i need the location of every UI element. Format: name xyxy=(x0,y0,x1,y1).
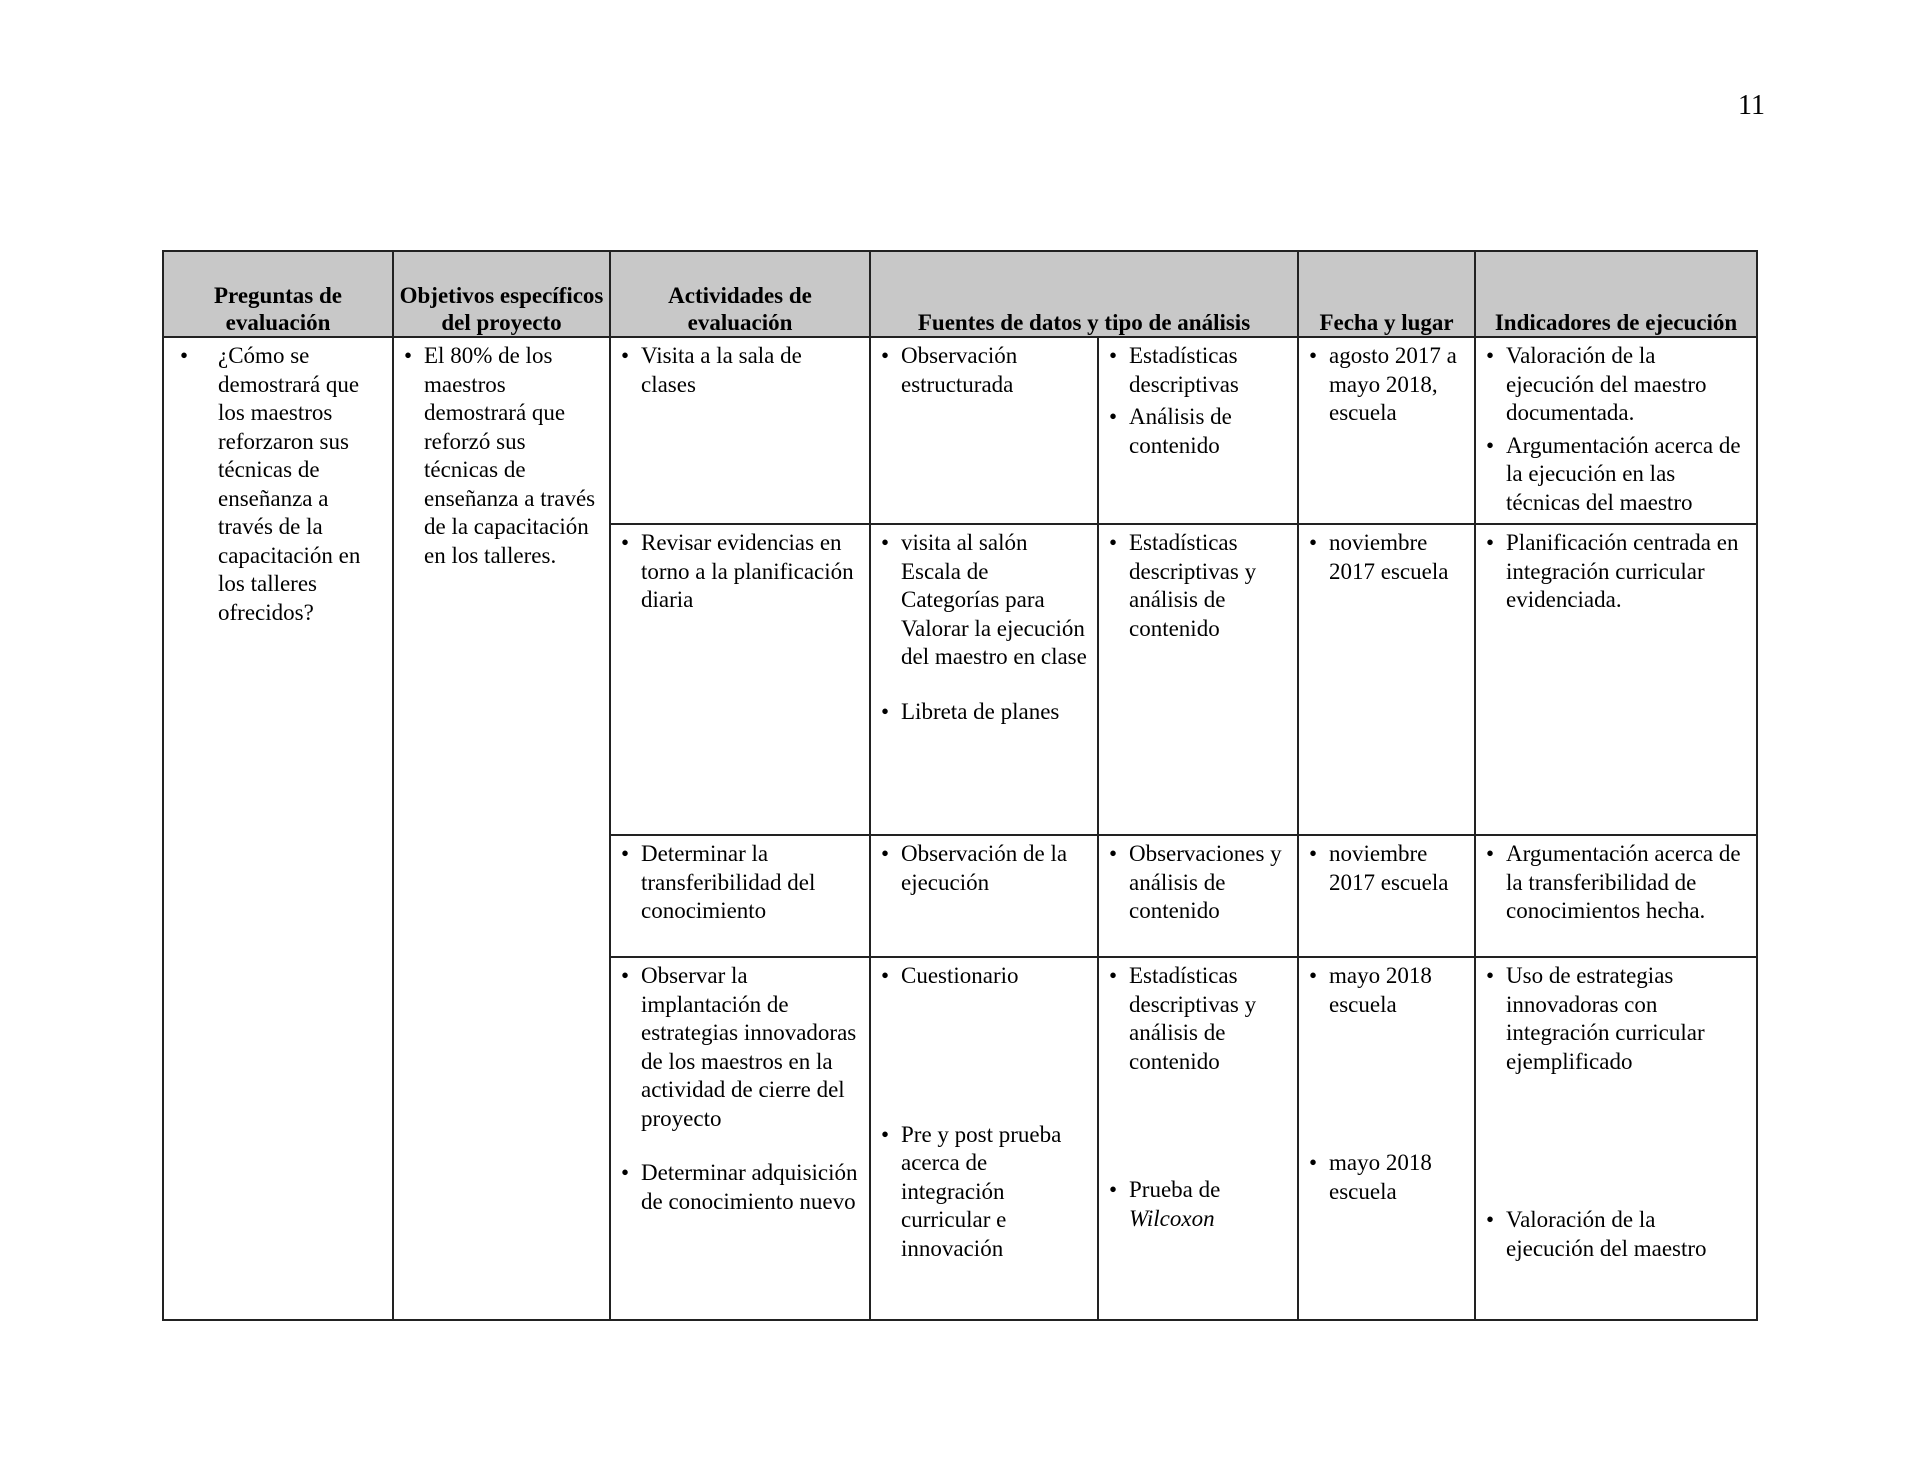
list-item: • Uso de estrategias innovadoras con integración curricular ejemplificado xyxy=(1484,962,1748,1076)
list-item: • Revisar evidencias en torno a la planificación diaria xyxy=(619,529,861,615)
list-item: • Observaciones y análisis de contenido xyxy=(1107,840,1289,926)
list-item: • Observación estructurada xyxy=(879,342,1089,399)
list-item: • Visita a la sala de clases xyxy=(619,342,861,399)
list-item: • Determinar la transferibilidad del conocimiento xyxy=(619,840,861,926)
pregunta-cell xyxy=(163,337,393,1320)
analisis-cell xyxy=(1098,957,1298,1320)
actividad-cell xyxy=(610,337,870,524)
actividad-cell xyxy=(610,957,870,1320)
list-item: • Valoración de la ejecución del maestro xyxy=(1484,1206,1748,1263)
header-row xyxy=(163,251,1757,337)
actividad-cell xyxy=(610,835,870,957)
fuente-cell xyxy=(870,835,1098,957)
list-item: • Planificación centrada en integración curricular evidenciada. xyxy=(1484,529,1748,615)
objetivo-cell xyxy=(393,337,610,1320)
header-indicadores: Indicadores de ejecución xyxy=(1475,251,1757,337)
objetivo-text: • El 80% de los maestros demostrará que reforzó sus técnicas de enseñanza a través de la capacitación en los talleres. xyxy=(402,342,601,570)
list-item: • Estadísticas descriptivas y análisis de contenido xyxy=(1107,962,1289,1076)
list-item: • noviembre 2017 escuela xyxy=(1307,529,1466,586)
analisis-cell xyxy=(1098,835,1298,957)
header-preguntas: Preguntas de evaluación xyxy=(163,251,393,337)
list-item: • Estadísticas descriptivas y análisis de contenido xyxy=(1107,529,1289,643)
list-item: • Argumentación acerca de la ejecución en las técnicas del maestro xyxy=(1484,432,1748,518)
analisis-cell xyxy=(1098,337,1298,524)
prueba-prefix: Prueba de xyxy=(1129,1177,1221,1202)
fuente-cell xyxy=(870,957,1098,1320)
indicador-cell xyxy=(1475,524,1757,835)
analisis-cell xyxy=(1098,524,1298,835)
list-item: • Valoración de la ejecución del maestro documentada. xyxy=(1484,342,1748,428)
indicador-cell xyxy=(1475,337,1757,524)
fecha-cell xyxy=(1298,337,1475,524)
list-item: • noviembre 2017 escuela xyxy=(1307,840,1466,897)
fuente-cell xyxy=(870,524,1098,835)
header-fuentes: Fuentes de datos y tipo de análisis xyxy=(870,251,1298,337)
wilcoxon-name: Wilcoxon xyxy=(1129,1205,1215,1231)
list-item: • Libreta de planes xyxy=(879,698,1089,727)
header-objetivos: Objetivos específicos del proyecto xyxy=(393,251,610,337)
table-row xyxy=(163,337,1757,524)
list-item: • mayo 2018 escuela xyxy=(1307,1149,1466,1206)
list-item: • Determinar adquisición de conocimiento nuevo xyxy=(619,1159,861,1216)
list-item: • Análisis de contenido xyxy=(1107,403,1289,460)
list-item: • Pre y post prueba acerca de integración curricular e innovación xyxy=(879,1121,1089,1264)
list-item xyxy=(1107,1176,1289,1233)
list-item: • Observar la implantación de estrategias innovadoras de los maestros en la actividad de cierre del proyecto xyxy=(619,962,861,1133)
fuente-cell xyxy=(870,337,1098,524)
list-item: • Estadísticas descriptivas xyxy=(1107,342,1289,399)
evaluation-table xyxy=(162,250,1758,1321)
list-item: • Observación de la ejecución xyxy=(879,840,1089,897)
page-number: 11 xyxy=(1738,90,1765,121)
actividad-cell xyxy=(610,524,870,835)
fecha-cell xyxy=(1298,957,1475,1320)
list-item: • Cuestionario xyxy=(879,962,1089,991)
list-item: • agosto 2017 a mayo 2018, escuela xyxy=(1307,342,1466,428)
list-item: • visita al salón Escala de Categorías para Valorar la ejecución del maestro en clase xyxy=(879,529,1089,672)
list-item: • mayo 2018 escuela xyxy=(1307,962,1466,1019)
indicador-cell xyxy=(1475,957,1757,1320)
fecha-cell xyxy=(1298,524,1475,835)
list-item: • Argumentación acerca de la transferibilidad de conocimientos hecha. xyxy=(1484,840,1748,926)
header-fecha: Fecha y lugar xyxy=(1298,251,1475,337)
indicador-cell xyxy=(1475,835,1757,957)
fecha-cell xyxy=(1298,835,1475,957)
pregunta-text: • ¿Cómo se demostrará que los maestros reforzaron sus técnicas de enseñanza a través de la capacitación en los talleres ofrecidos? xyxy=(172,342,384,627)
header-actividades: Actividades de evaluación xyxy=(610,251,870,337)
